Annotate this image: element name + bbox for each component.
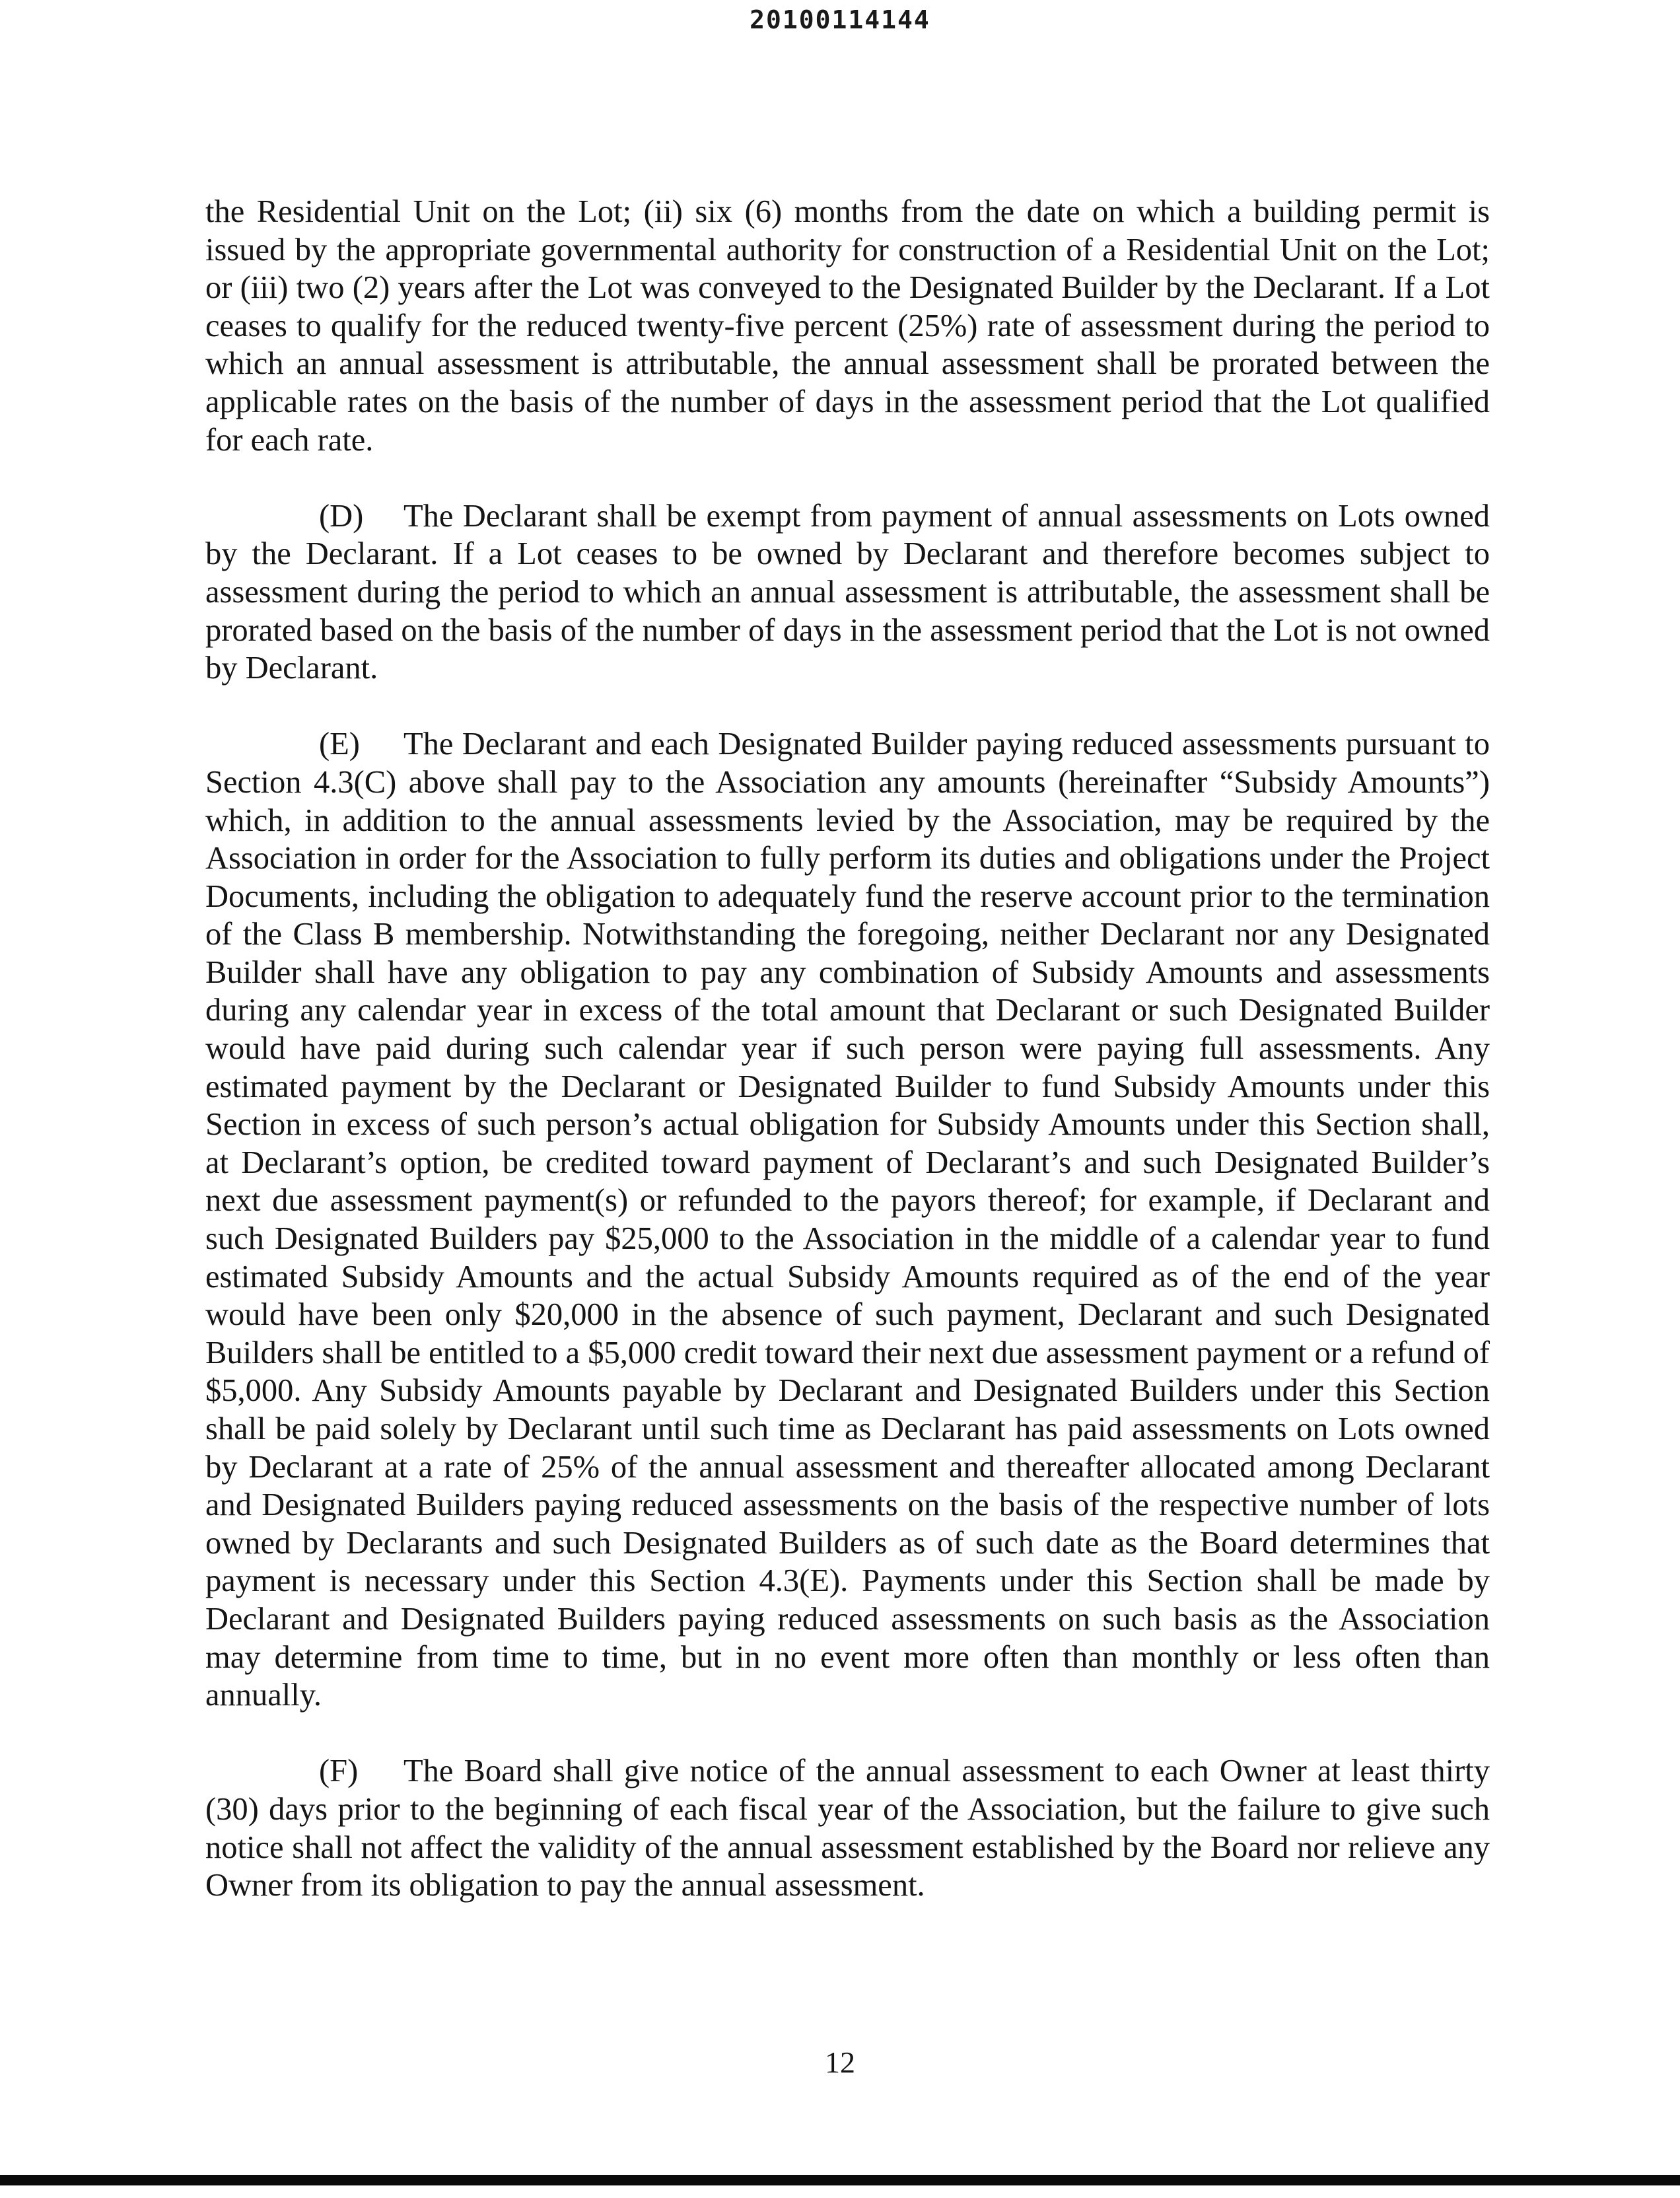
paragraph-label: (F): [319, 1754, 359, 1789]
paragraph-label: (E): [319, 727, 360, 762]
document-number: 20100114144: [750, 5, 930, 34]
paragraph-f: [205, 1752, 1490, 1904]
paragraph-text: The Declarant shall be exempt from payment of annual assessments on Lots owned by the Declarant. If a Lot ceases to be owned by Declarant and therefore becomes subject to assessment during the period to which an annual assessment is attributable, the assessment shall be prorated based on the basis of the number of days in the assessment period that the Lot is not owned by Declarant.: [205, 498, 1490, 686]
paragraph-label: (D): [319, 498, 364, 534]
page-number: 12: [825, 2045, 855, 2079]
paragraph-text: The Board shall give notice of the annual assessment to each Owner at least thirty (30) days prior to the beginning of each fiscal year of the Association, but the failure to give such notice shall not affect the validity of the annual assessment established by the Board nor relieve any Owner from its obligation to pay the annual assessment.: [205, 1754, 1490, 1903]
document-body: [205, 193, 1490, 1942]
paragraph-d: [205, 497, 1490, 688]
paragraph-label-indent: [205, 1752, 403, 1790]
paragraph-text: The Declarant and each Designated Builder paying reduced assessments pursuant to Section 4.3(C) above shall pay to the Association any amounts (hereinafter “Subsidy Amounts”) which, in addition to the annual assessments levied by the Association, may be required by the Association in order for the Association to fully perform its duties and obligations under the Project Documents, including the obligation to adequately fund the reserve account prior to the termination of the Class B membership. Notwithstanding the foregoing, neither Declarant nor any Designated Builder shall have any obligation to pay any combination of Subsidy Amounts and assessments during any calendar year in excess of the total amount that Declarant or such Designated Builder would have paid during such calendar year if such person were paying full assessments. Any estimated payment by the Declarant or Designated Builder to fund Subsidy Amounts under this Section in excess of such person’s actual obligation for Subsidy Amounts under this Section shall, at Declarant’s option, be credited toward payment of Declarant’s and such Designated Builder’s next due assessment payment(s) or refunded to the payors thereof; for example, if Declarant and such Designated Builders pay $25,000 to the Association in the middle of a calendar year to fund estimated Subsidy Amounts and the actual Subsidy Amounts required as of the end of the year would have been only $20,000 in the absence of such payment, Declarant and such Designated Builders shall be entitled to a $5,000 credit toward their next due assessment payment or a refund of $5,000. Any Subsidy Amounts payable by Declarant and Designated Builders under this Section shall be paid solely by Declarant until such time as Declarant has paid assessments on Lots owned by Declarant at a rate of 25% of the annual assessment and thereafter allocated among Declarant and Designated Builders paying reduced assessments on the basis of the respective number of lots owned by Declarants and such Designated Builders as of such date as the Board determines that payment is necessary under this Section 4.3(E). Payments under this Section shall be made by Declarant and Designated Builders paying reduced assessments on such basis as the Association may determine from time to time, but in no event more often than monthly or less often than annually.: [205, 727, 1490, 1713]
paragraph-text: the Residential Unit on the Lot; (ii) six (6) months from the date on which a building permit is issued by the appropriate governmental authority for construction of a Residential Unit on the Lot; or (iii) two (2) years after the Lot was conveyed to the Designated Builder by the Declarant. If a Lot ceases to qualify for the reduced twenty-five percent (25%) rate of assessment during the period to which an annual assessment is attributable, the annual assessment shall be prorated between the applicable rates on the basis of the number of days in the assessment period that the Lot qualified for each rate.: [205, 194, 1490, 458]
paragraph-label-indent: [205, 497, 403, 536]
paragraph-e: [205, 725, 1490, 1714]
paragraph-continuation: [205, 193, 1490, 459]
bottom-border-rule: [0, 2175, 1680, 2185]
paragraph-label-indent: [205, 725, 403, 763]
